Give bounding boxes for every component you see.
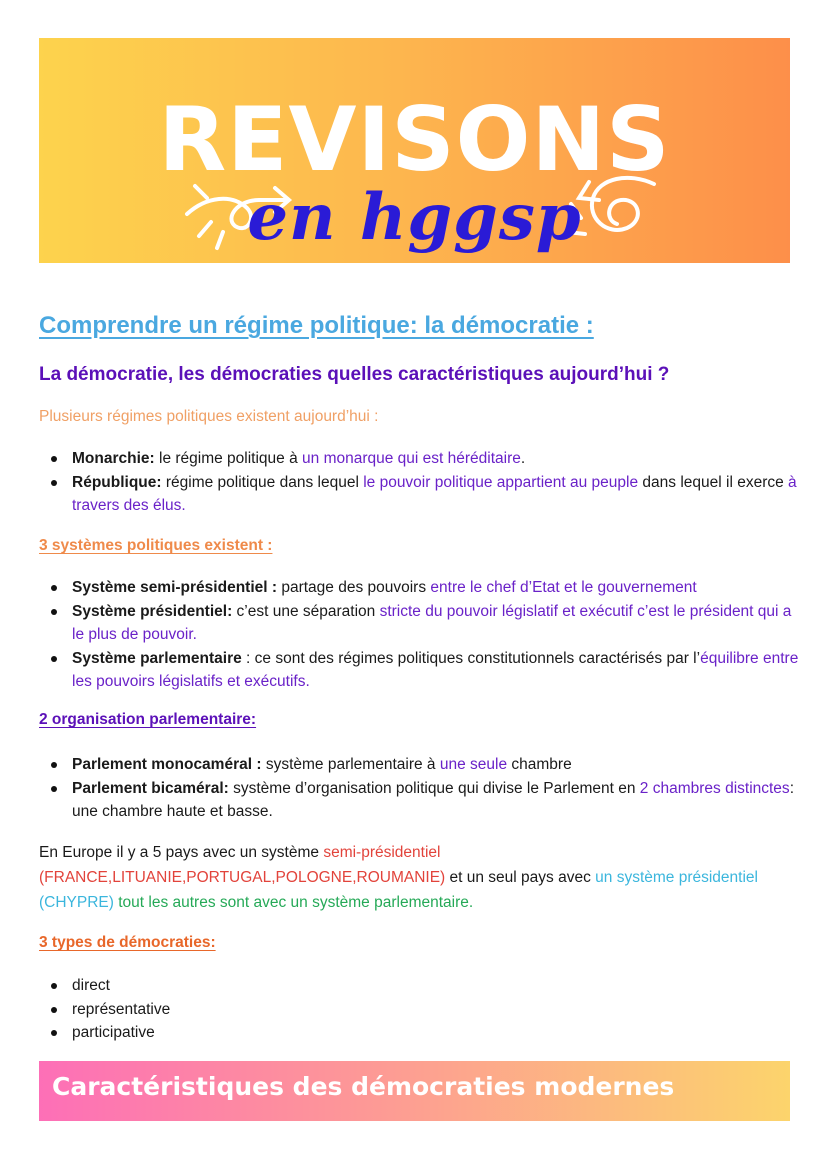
list-item: représentative — [39, 998, 799, 1022]
regimes-list — [39, 447, 799, 518]
section-title-parliament: 2 organisation parlementaire: — [39, 711, 257, 728]
list-item: Parlement monocaméral : système parlementaire à une seule chambre — [39, 753, 799, 777]
page-title: Comprendre un régime politique: la démocratie : — [39, 312, 594, 339]
europe-paragraph: En Europe il y a 5 pays avec un système semi-présidentiel (FRANCE,LITUANIE,PORTUGAL,POLOGNE,ROUMANIE) et un seul pays avec un système présidentiel (CHYPRE) tout les autres sont avec un système parlementaire. — [39, 844, 758, 911]
list-item: participative — [39, 1021, 799, 1045]
parliament-list — [39, 753, 799, 824]
systems-list — [39, 576, 799, 694]
subheading: La démocratie, les démocraties quelles caractéristiques aujourd’hui ? — [39, 364, 670, 385]
list-item: Monarchie: le régime politique à un monarque qui est héréditaire. — [39, 447, 799, 471]
list-item: Système parlementaire : ce sont des régimes politiques constitutionnels caractérisés par l’équilibre entre les pouvoirs législatifs et exécutifs. — [39, 647, 799, 694]
list-item: Parlement bicaméral: système d’organisation politique qui divise le Parlement en 2 chambres distinctes: une chambre haute et basse. — [39, 777, 799, 824]
list-item: Système présidentiel: c’est une séparation stricte du pouvoir législatif et exécutif c’est le président qui a le plus de pouvoir. — [39, 600, 799, 647]
section-title-systems: 3 systèmes politiques existent : — [39, 537, 273, 554]
list-item: Système semi-présidentiel : partage des pouvoirs entre le chef d’Etat et le gouvernement — [39, 576, 799, 600]
footer-title: Caractéristiques des démocraties modernes — [52, 1072, 675, 1101]
header-banner — [39, 38, 790, 263]
intro-text: Plusieurs régimes politiques existent aujourd’hui : — [39, 408, 379, 425]
democracies-list — [39, 974, 799, 1045]
banner-subtitle: en hggsp — [247, 180, 582, 255]
footer-banner — [39, 1061, 790, 1121]
list-item: direct — [39, 974, 799, 998]
banner-title: REVISONS — [158, 88, 671, 191]
section-title-democracies: 3 types de démocraties: — [39, 934, 216, 951]
list-item: République: régime politique dans lequel le pouvoir politique appartient au peuple dans lequel il exerce à travers des élus. — [39, 471, 799, 518]
